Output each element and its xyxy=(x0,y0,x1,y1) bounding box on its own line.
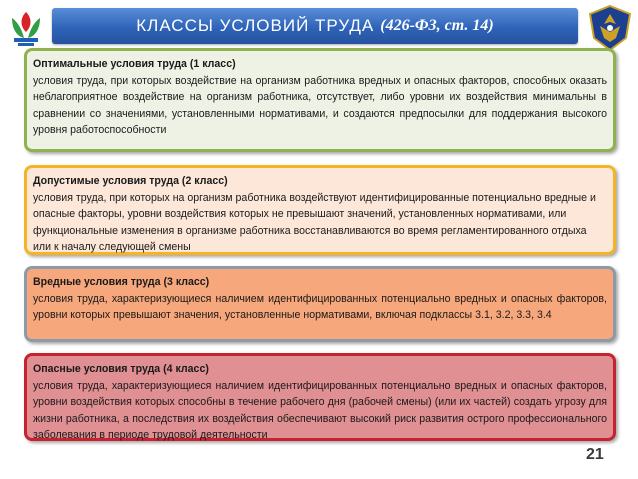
class-2-box xyxy=(24,165,616,255)
class-4-box xyxy=(24,353,616,441)
slide-title-bar xyxy=(52,8,578,44)
class-3-text: условия труда, характеризующиеся наличием идентифицированных потенциально вредных и опасных факторов, уровни которых превышают значения, установленные нормативами, включая подклассы 3.1, 3.2, 3.3, 3.4 xyxy=(33,292,607,321)
military-emblem-icon xyxy=(586,4,634,52)
class-3-box xyxy=(24,266,616,342)
class-4-title: Опасные условия труда (4 класс) xyxy=(33,363,209,375)
page-number: 21 xyxy=(586,446,604,463)
trade-union-logo-icon xyxy=(6,8,46,48)
class-1-title: Оптимальные условия труда (1 класс) xyxy=(33,58,236,70)
class-2-text: условия труда, при которых на организм работника воздействуют идентифицированные потенциально вредные и опасные факторы, уровни воздействия которых не превышают значений, установленных нормативами, или функциональные изменения в организме работника восстанавливаются во время регламентированного отдыха или к началу следующей смены xyxy=(33,191,596,253)
class-1-text: условия труда, при которых воздействие на организм работника вредных и опасных факторов, способных оказать неблагоприятное воздействие на организм работника, отсутствует, либо уровни их воздействия минимальны в сравнении со значениями, установленными нормативами, и создаются предпосылки для поддержания высокого уровня работоспособности xyxy=(33,74,607,136)
class-1-box xyxy=(24,48,616,152)
class-3-title: Вредные условия труда (3 класс) xyxy=(33,276,210,288)
class-4-text: условия труда, характеризующиеся наличием идентифицированных потенциально вредных и опасных факторов, уровни воздействия которых способны в течение рабочего дня (рабочей смены) (или их частей) создать угрозу для жизни работника, а последствия их воздействия обеспечивают высокий риск развития острого профессионального заболевания в периоде трудовой деятельности xyxy=(33,379,607,441)
slide-title: КЛАССЫ УСЛОВИЙ ТРУДА xyxy=(136,16,375,35)
slide-title-reference: (426-ФЗ, ст. 14) xyxy=(380,17,494,34)
class-2-title: Допустимые условия труда (2 класс) xyxy=(33,175,228,187)
